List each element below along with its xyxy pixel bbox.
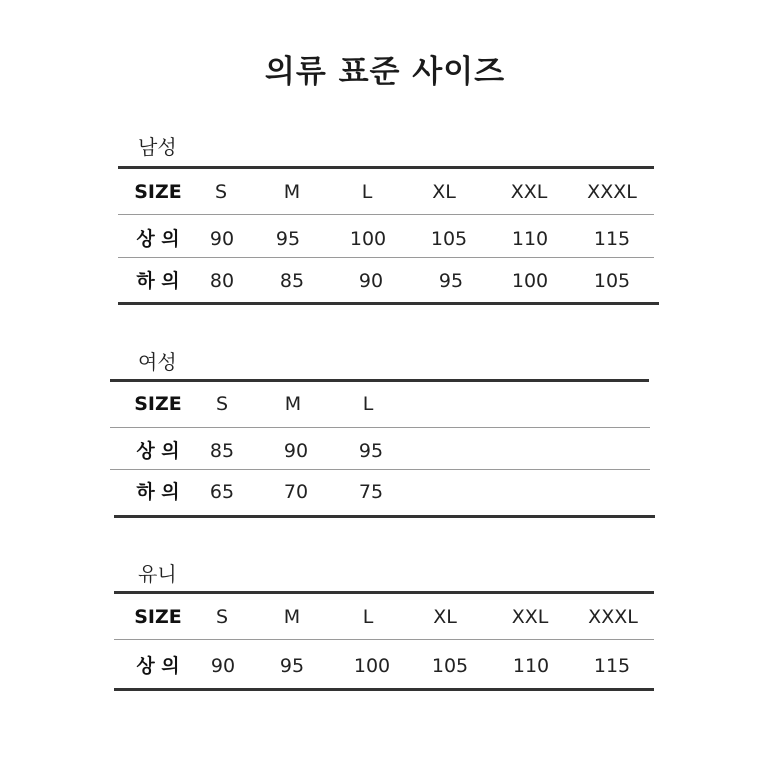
size-cell: L: [361, 181, 373, 203]
section-title-unisex: 유니: [138, 562, 177, 586]
value-cell: 95: [279, 655, 305, 677]
size-cell: M: [283, 181, 301, 203]
table-row-top: [118, 651, 654, 681]
size-header: SIZE: [134, 606, 182, 628]
row-label-top: 상 의: [136, 440, 180, 462]
size-cell: S: [215, 393, 229, 415]
value-cell: 105: [593, 270, 631, 292]
size-table-unisex: [118, 591, 654, 693]
table-row-top: [118, 436, 651, 466]
row-label-top: 상 의: [136, 228, 180, 250]
table-divider: [118, 214, 654, 215]
value-cell: 90: [358, 270, 384, 292]
table-row-size: [118, 389, 651, 419]
table-row-bottom: [118, 266, 654, 296]
table-bottom-border: [118, 302, 659, 305]
size-cell: XXL: [510, 181, 548, 203]
value-cell: 100: [353, 655, 391, 677]
value-cell: 100: [511, 270, 549, 292]
table-bottom-border: [114, 688, 654, 691]
value-cell: 80: [209, 270, 235, 292]
value-cell: 70: [283, 481, 309, 503]
value-cell: 95: [358, 440, 384, 462]
value-cell: 90: [283, 440, 309, 462]
value-cell: 110: [512, 655, 550, 677]
value-cell: 85: [209, 440, 235, 462]
size-cell: M: [284, 393, 302, 415]
size-cell: XXL: [511, 606, 549, 628]
table-row-top: [118, 224, 654, 254]
table-top-border: [118, 166, 654, 169]
size-header: SIZE: [134, 181, 182, 203]
size-cell: XL: [432, 181, 456, 203]
size-cell: L: [362, 393, 374, 415]
section-title-women: 여성: [138, 350, 177, 374]
value-cell: 90: [209, 228, 235, 250]
section-title-men: 남성: [138, 135, 177, 159]
value-cell: 105: [431, 655, 469, 677]
value-cell: 105: [430, 228, 468, 250]
table-top-border: [114, 591, 654, 594]
value-cell: 95: [275, 228, 301, 250]
size-cell: S: [215, 606, 229, 628]
size-table-men: [118, 166, 654, 306]
row-label-bottom: 하 의: [136, 481, 180, 503]
table-divider: [110, 469, 650, 470]
row-label-top: 상 의: [136, 655, 180, 677]
value-cell: 85: [279, 270, 305, 292]
table-top-border: [110, 379, 649, 382]
table-divider: [110, 427, 650, 428]
size-cell: XXXL: [587, 181, 637, 203]
size-cell: S: [214, 181, 228, 203]
value-cell: 90: [210, 655, 236, 677]
size-table-women: [118, 379, 651, 519]
table-bottom-border: [114, 515, 655, 518]
size-cell: XL: [433, 606, 457, 628]
size-cell: XXXL: [588, 606, 638, 628]
size-cell: M: [283, 606, 301, 628]
page-title: 의류 표준 사이즈: [264, 54, 506, 90]
table-divider: [114, 639, 654, 640]
value-cell: 65: [209, 481, 235, 503]
table-row-size: [118, 177, 654, 207]
value-cell: 95: [438, 270, 464, 292]
value-cell: 75: [358, 481, 384, 503]
value-cell: 100: [349, 228, 387, 250]
table-divider: [118, 257, 654, 258]
table-row-bottom: [118, 477, 651, 507]
row-label-bottom: 하 의: [136, 270, 180, 292]
value-cell: 110: [511, 228, 549, 250]
table-row-size: [118, 602, 654, 632]
value-cell: 115: [593, 655, 631, 677]
value-cell: 115: [593, 228, 631, 250]
size-header: SIZE: [134, 393, 182, 415]
size-cell: L: [362, 606, 374, 628]
